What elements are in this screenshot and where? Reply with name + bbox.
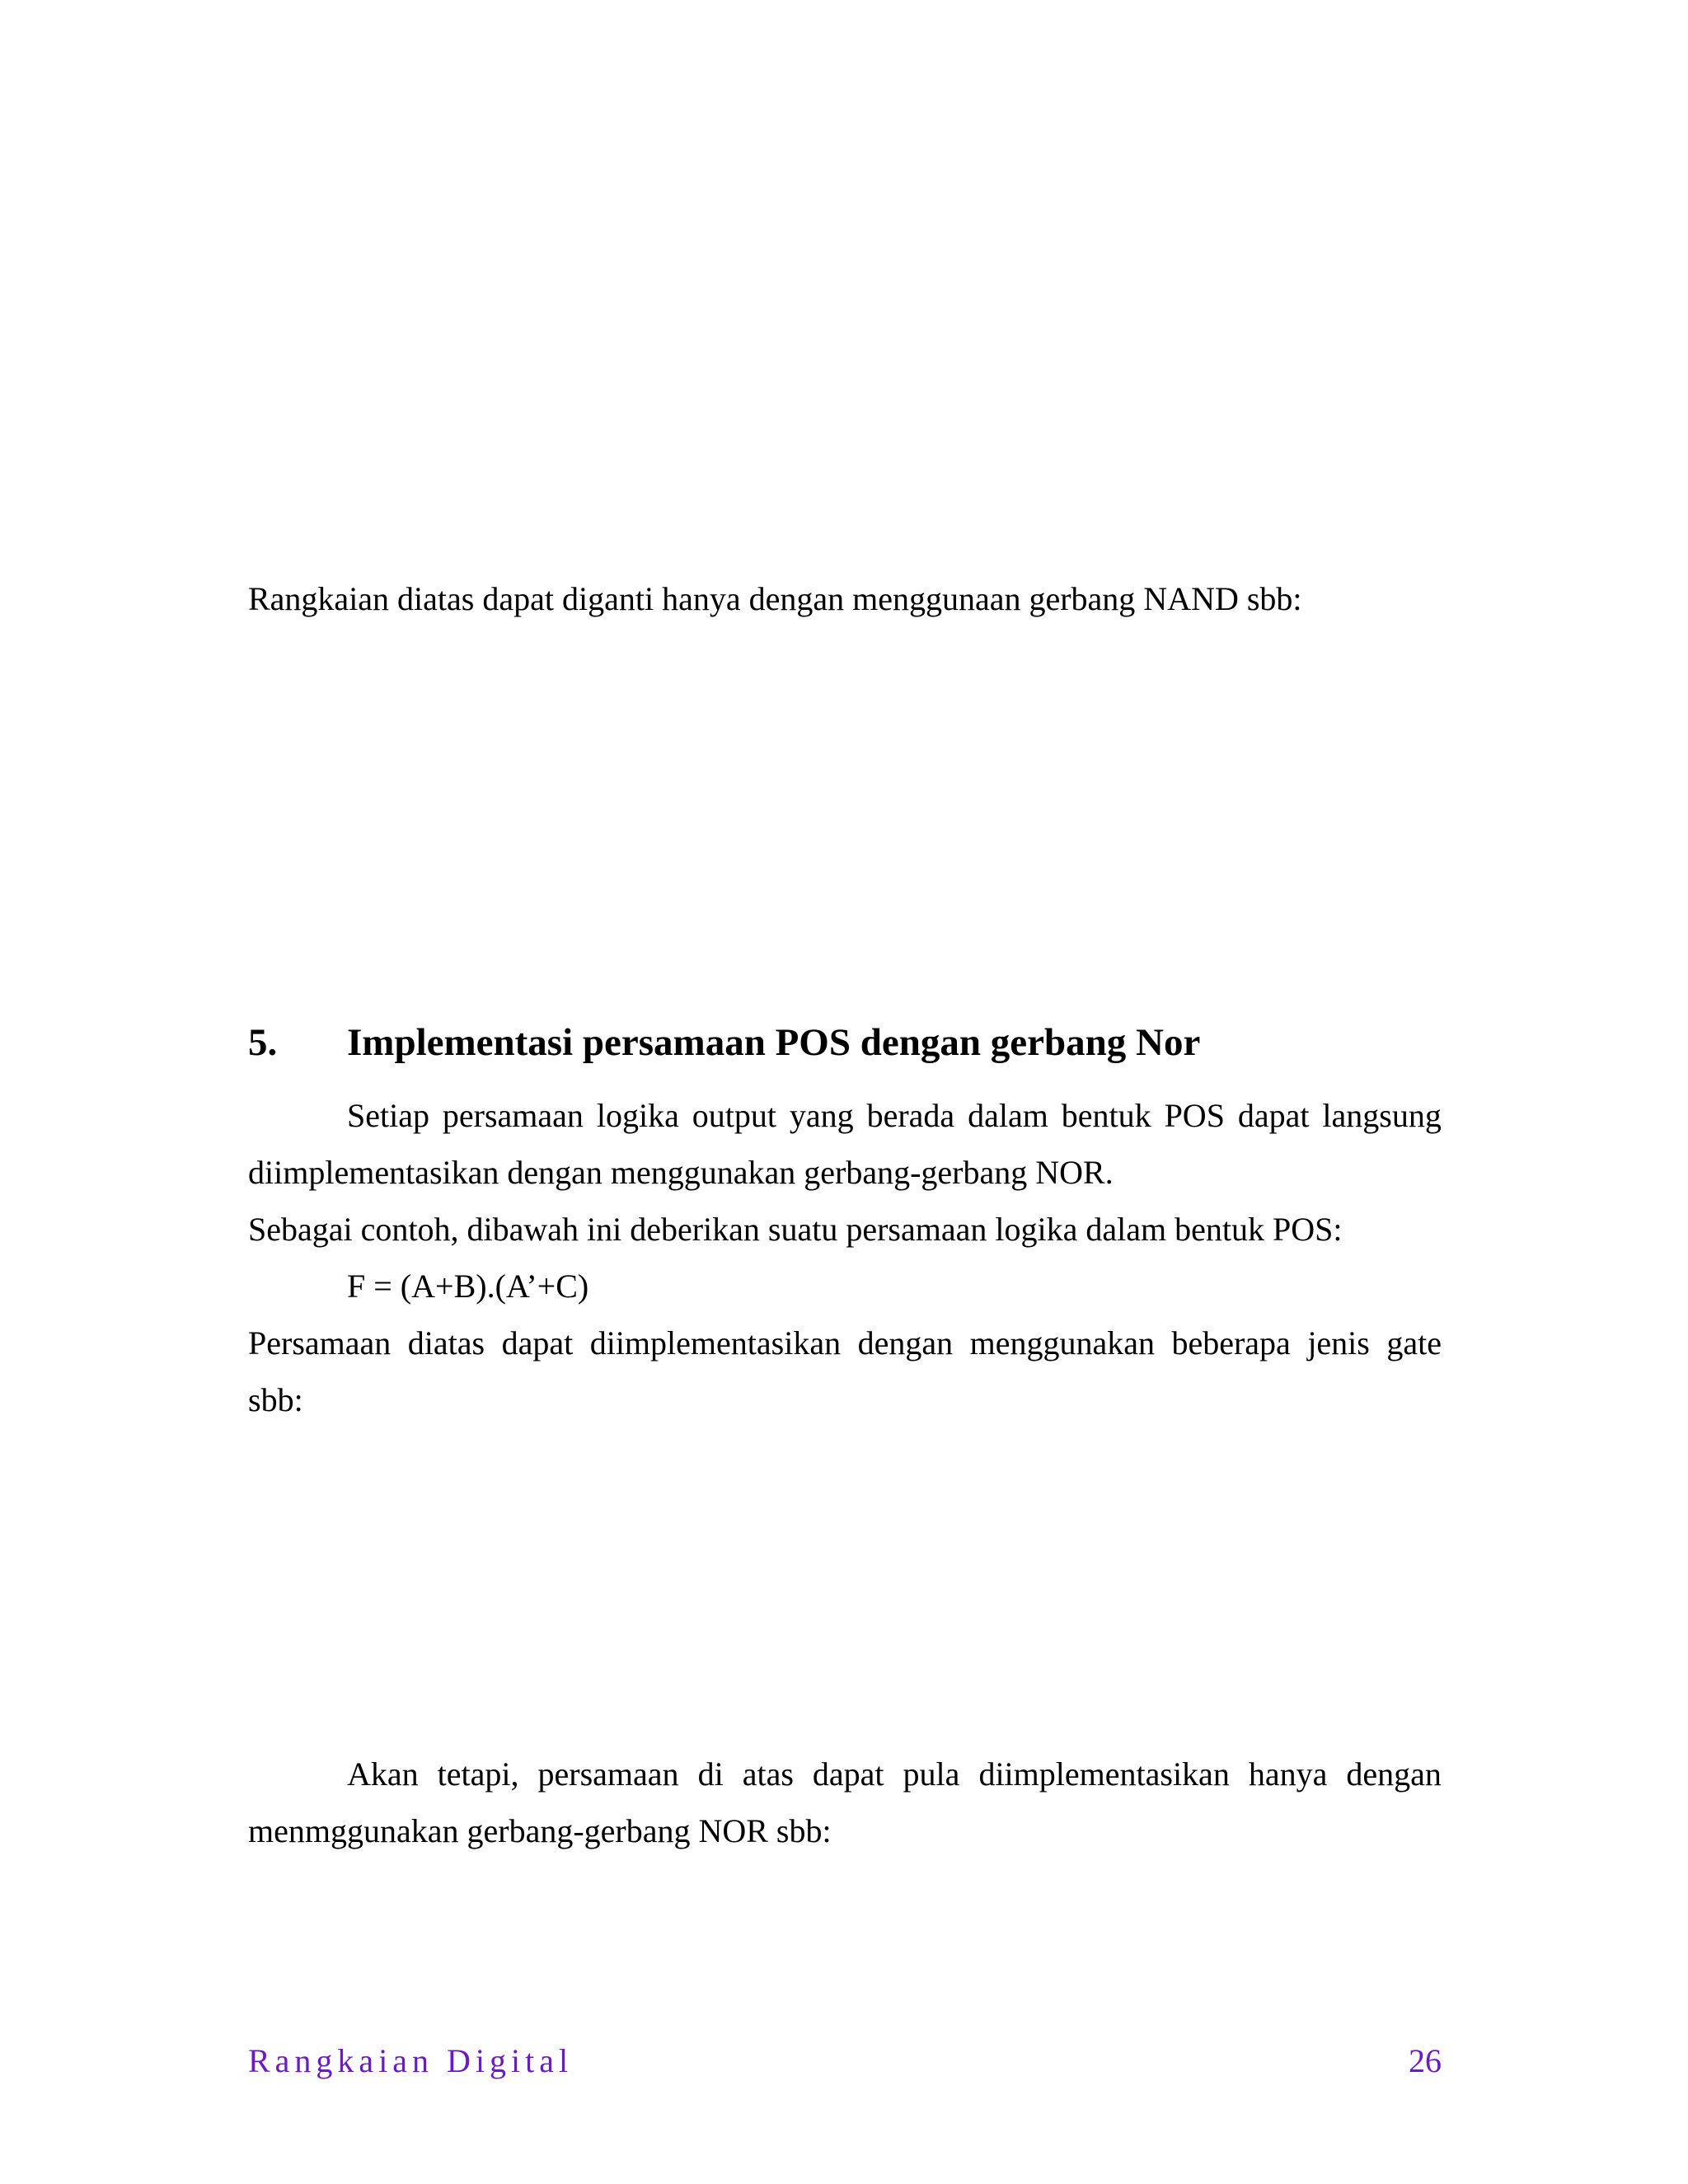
word: POS [1164, 1097, 1225, 1134]
nand-intro-text: Rangkaian diatas dapat diganti hanya dengan menggunaan gerbang NAND sbb: [248, 580, 1302, 617]
word: dapat [501, 1324, 574, 1361]
word: Akan [347, 1755, 419, 1793]
word: diatas [407, 1324, 485, 1361]
word: berada [866, 1097, 955, 1134]
word: diimplementasikan [589, 1324, 842, 1361]
paragraph-3-line-1 [248, 1324, 1442, 1361]
section-title: Implementasi persamaan POS dengan gerbang Nor [347, 1021, 1201, 1064]
paragraph-1-line-2: diimplementasikan dengan menggunakan gerbang-gerbang NOR. [248, 1154, 1114, 1191]
word: bentuk [1061, 1097, 1151, 1134]
word: gate [1386, 1324, 1442, 1361]
equation: F = (A+B).(A’+C) [347, 1268, 589, 1305]
paragraph-4-line-2: menmggunakan gerbang-gerbang NOR sbb: [248, 1812, 832, 1849]
section-number: 5. [248, 1021, 278, 1064]
word: diimplementasikan [978, 1755, 1230, 1793]
word: hanya [1248, 1755, 1328, 1793]
word: langsung [1322, 1097, 1442, 1134]
word: yang [789, 1097, 854, 1134]
word: dengan [1346, 1755, 1442, 1793]
word: jenis [1307, 1324, 1370, 1361]
word: Setiap [347, 1097, 429, 1134]
word: logika [596, 1097, 679, 1134]
word: pula [903, 1755, 960, 1793]
page-number: 26 [1409, 2042, 1442, 2079]
word: menggunakan [969, 1324, 1155, 1361]
paragraph-1-line-1 [347, 1099, 1442, 1132]
word: beberapa [1171, 1324, 1291, 1361]
word: atas [742, 1755, 794, 1793]
word: di [697, 1755, 724, 1793]
paragraph-4-line-1 [347, 1755, 1442, 1793]
word: dalam [968, 1097, 1048, 1134]
word: output [692, 1097, 776, 1134]
word: persamaan [442, 1097, 584, 1134]
word: dapat [812, 1755, 884, 1793]
word: tetapi, [437, 1755, 519, 1793]
word: persamaan [537, 1755, 679, 1793]
word: Persamaan [248, 1324, 392, 1361]
paragraph-3-line-2: sbb: [248, 1381, 303, 1418]
paragraph-2: Sebagai contoh, dibawah ini deberikan suatu persamaan logika dalam bentuk POS: [248, 1211, 1343, 1248]
footer-title: Rangkaian Digital [248, 2042, 574, 2079]
word: dengan [857, 1324, 954, 1361]
word: dapat [1237, 1097, 1310, 1134]
